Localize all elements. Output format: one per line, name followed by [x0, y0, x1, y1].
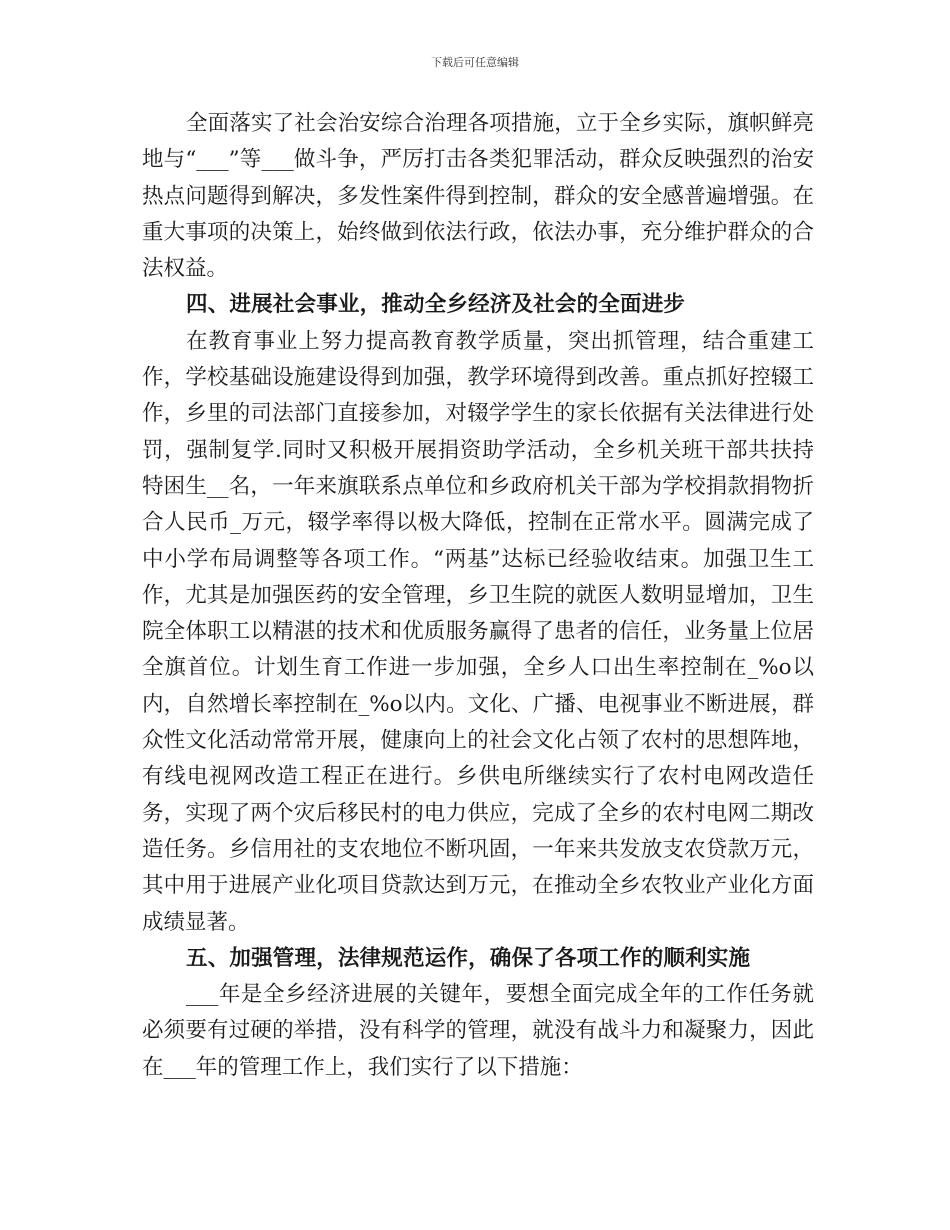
section-heading-4: 四、进展社会事业，推动全乡经济及社会的全面进步	[186, 292, 686, 318]
page-header: 下载后可任意编辑	[431, 56, 519, 69]
paragraph-public-security: 全面落实了社会治安综合治理各项措施，立于全乡实际，旗帜鲜亮地与“___”等___做斗争，严厉打击各类犯罪活动，群众反映强烈的治安热点问题得到解决，多发性案件得到控制，群众的安全感普遍增强。在重大事项的决策上，始终做到依法行政，依法办事，充分维护群众的合法权益。	[142, 111, 814, 282]
paragraph-social-undertakings: 在教育事业上努力提高教育教学质量，突出抓管理，结合重建工作，学校基础设施建设得到加强，教学环境得到改善。重点抓好控辍工作，乡里的司法部门直接参加，对辍学学生的家长依据有关法律进行处罚，强制复学.同时又积极开展捐资助学活动，全乡机关班干部共扶持特困生__名，一年来旗联系点单位和乡政府机关干部为学校捐款捐物折合人民币_万元，辍学率得以极大降低，控制在正常水平。圆满完成了中小学布局调整等各项工作。“两基”达标已经验收结束。加强卫生工作，尤其是加强医药的安全管理，乡卫生院的就医人数明显增加，卫生院全体职工以精湛的技术和优质服务赢得了患者的信任，业务量上位居全旗首位。计划生育工作进一步加强，全乡人口出生率控制在_%o以内，自然增长率控制在_%o以内。文化、广播、电视事业不断进展，群众性文化活动常常开展，健康向上的社会文化占领了农村的思想阵地，有线电视网改造工程正在进行。乡供电所继续实行了农村电网改造任务，实现了两个灾后移民村的电力供应，完成了全乡的农村电网二期改造任务。乡信用社的支农地位不断巩固，一年来共发放支农贷款万元，其中用于进展产业化项目贷款达到万元，在推动全乡农牧业产业化方面成绩显著。	[142, 328, 814, 935]
section-heading-5: 五、加强管理，法律规范运作，确保了各项工作的顺利实施	[186, 945, 751, 971]
paragraph-management: ___年是全乡经济进展的关键年，要想全面完成全年的工作任务就必须要有过硬的举措，没有科学的管理，就没有战斗力和凝聚力，因此在___年的管理工作上，我们实行了以下措施：	[142, 982, 814, 1080]
document-body	[142, 106, 814, 1086]
